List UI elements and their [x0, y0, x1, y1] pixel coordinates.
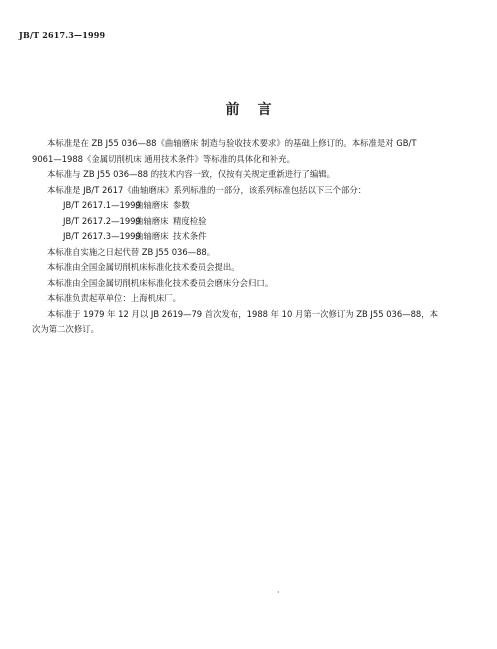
- part-list-item: [32, 198, 477, 214]
- part-code: JB/T 2617.1—1999: [63, 200, 141, 210]
- paragraph-line: 次为第二次修订。: [32, 324, 99, 334]
- part-list-item: [32, 214, 477, 230]
- paragraph-line: 本标准是 JB/T 2617《曲轴磨床》系列标准的一部分，该系列标准包括以下三个部分：: [47, 184, 367, 195]
- part-desc: 技术条件: [173, 231, 207, 241]
- part-desc: 参数: [173, 200, 190, 210]
- part-desc: 精度检验: [173, 215, 207, 226]
- paragraph-line: 9061—1988《金属切削机床 通用技术条件》等标准的具体化和补充。: [32, 153, 296, 164]
- part-code: JB/T 2617.3—1999: [63, 231, 141, 241]
- part-name: 曲轴磨床: [135, 200, 169, 210]
- part-name: 曲轴磨床: [135, 231, 169, 241]
- part-name: 曲轴磨床: [135, 215, 169, 226]
- paragraph-line: 本标准负责起草单位：上海机床厂。: [47, 293, 181, 303]
- standard-code-header: JB/T 2617.3—1999: [19, 30, 106, 40]
- paragraph-line: 本标准由全国金属切削机床标准化技术委员会磨床分会归口。: [47, 277, 274, 288]
- part-list-item: [32, 229, 477, 245]
- paragraph-line: 本标准由全国金属切削机床标准化技术委员会提出。: [47, 262, 240, 272]
- paragraph-line: 本标准自实施之日起代替 ZB J55 036—88。: [47, 246, 216, 257]
- page-title: 前言: [225, 102, 290, 118]
- paragraph-line: 本标准于 1979 年 12 月以 JB 2619—79 首次发布，1988 年 10 月第一次修订为 ZB J55 036—88，本: [47, 308, 438, 319]
- paragraph-line: 本标准与 ZB J55 036—88 的技术内容一致，仅按有关规定重新进行了编辑。: [47, 169, 336, 179]
- footer-mark: ·: [277, 588, 280, 597]
- paragraph-line: 本标准是在 ZB J55 036—88《曲轴磨床 制造与验收技术要求》的基础上修订的。本标准是对 GB/T: [47, 138, 417, 148]
- part-code: JB/T 2617.2—1999: [63, 215, 141, 226]
- foreword-body: [32, 136, 477, 338]
